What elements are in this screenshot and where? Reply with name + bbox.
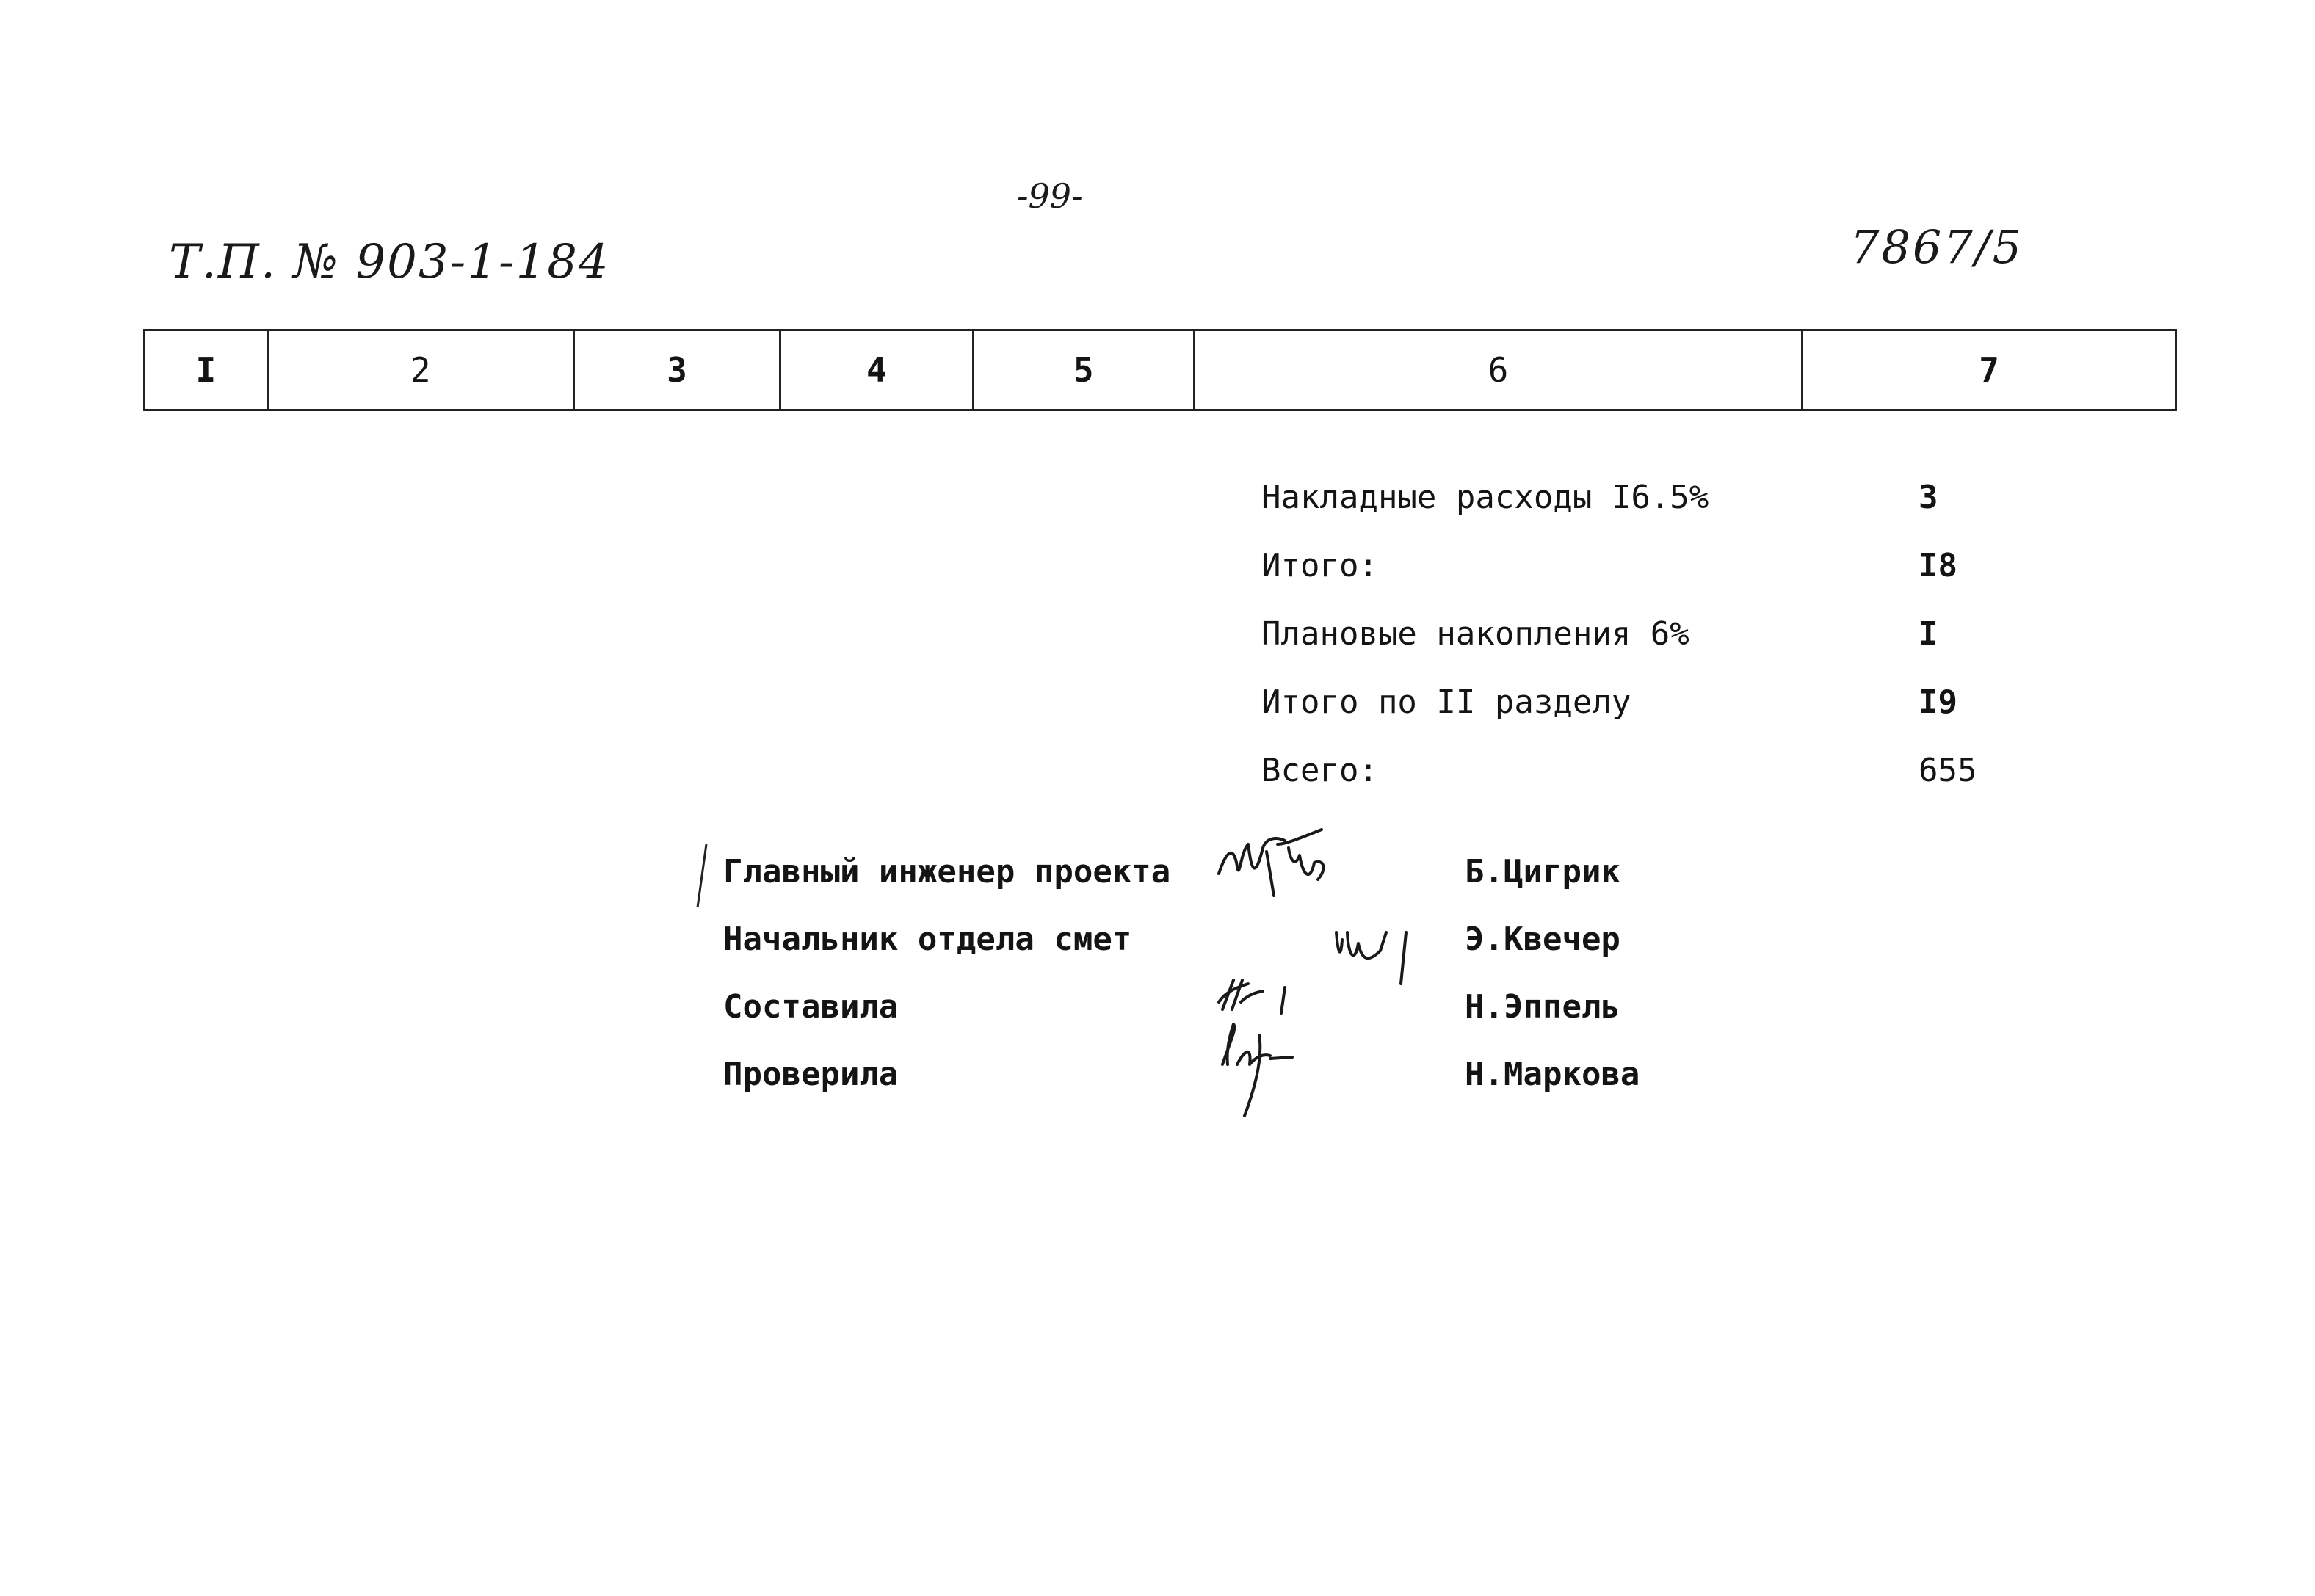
column-header-6: 6 bbox=[1195, 331, 1803, 409]
signature-row bbox=[723, 844, 1678, 912]
signature-stroke-1 bbox=[1219, 830, 1324, 896]
total-label: Плановые накопления 6% bbox=[1261, 615, 1689, 653]
column-header-4: 4 bbox=[781, 331, 974, 409]
total-row-overhead bbox=[1261, 470, 2069, 538]
signature-name: Э.Квечер bbox=[1465, 921, 1620, 958]
project-number: Т.П. № 903-1-184 bbox=[169, 235, 610, 289]
column-header-5: 5 bbox=[974, 331, 1195, 409]
column-header-7: 7 bbox=[1979, 350, 1999, 390]
signature-stroke-2 bbox=[1336, 932, 1406, 984]
signature-stroke-3 bbox=[1219, 980, 1285, 1013]
total-value: 655 bbox=[1919, 752, 1977, 789]
signature-role: Главный инженер проекта bbox=[723, 853, 1171, 891]
page-number: -99- bbox=[1017, 176, 1083, 216]
signatures-block bbox=[723, 844, 1678, 1114]
total-row-planned-savings bbox=[1261, 606, 2069, 675]
signature-role: Начальник отдела смет bbox=[723, 921, 1132, 958]
signature-name: Б.Цигрик bbox=[1465, 853, 1620, 891]
total-label: Итого: bbox=[1261, 547, 1378, 584]
column-header-3: 3 bbox=[575, 331, 781, 409]
column-header-table bbox=[143, 329, 2177, 411]
signature-name: Н.Эппель bbox=[1465, 988, 1620, 1026]
signature-name: Н.Маркова bbox=[1465, 1056, 1640, 1093]
signature-role: Составила bbox=[723, 988, 899, 1026]
column-header-2: 2 bbox=[269, 331, 575, 409]
total-row-section-total bbox=[1261, 675, 2069, 743]
signature-row bbox=[723, 912, 1678, 979]
total-value: I bbox=[1919, 615, 1938, 653]
column-header-1: I bbox=[145, 331, 269, 409]
total-label: Всего: bbox=[1261, 752, 1378, 789]
document-id: 7867/5 bbox=[1850, 220, 2024, 274]
signature-role: Проверила bbox=[723, 1056, 899, 1093]
total-value: I8 bbox=[1919, 547, 1957, 584]
margin-mark bbox=[696, 843, 708, 909]
signature-stroke-4 bbox=[1222, 1024, 1292, 1116]
total-row-subtotal bbox=[1261, 538, 2069, 606]
total-value: I9 bbox=[1919, 683, 1957, 721]
signature-row bbox=[723, 979, 1678, 1047]
total-label: Накладные расходы I6.5% bbox=[1261, 479, 1709, 516]
total-label: Итого по II разделу bbox=[1261, 683, 1631, 721]
handwritten-signatures bbox=[1204, 822, 1439, 1145]
signature-row bbox=[723, 1047, 1678, 1114]
total-row-grand-total bbox=[1261, 743, 2069, 811]
totals-block bbox=[1261, 470, 2069, 811]
total-value: 3 bbox=[1919, 479, 1938, 516]
